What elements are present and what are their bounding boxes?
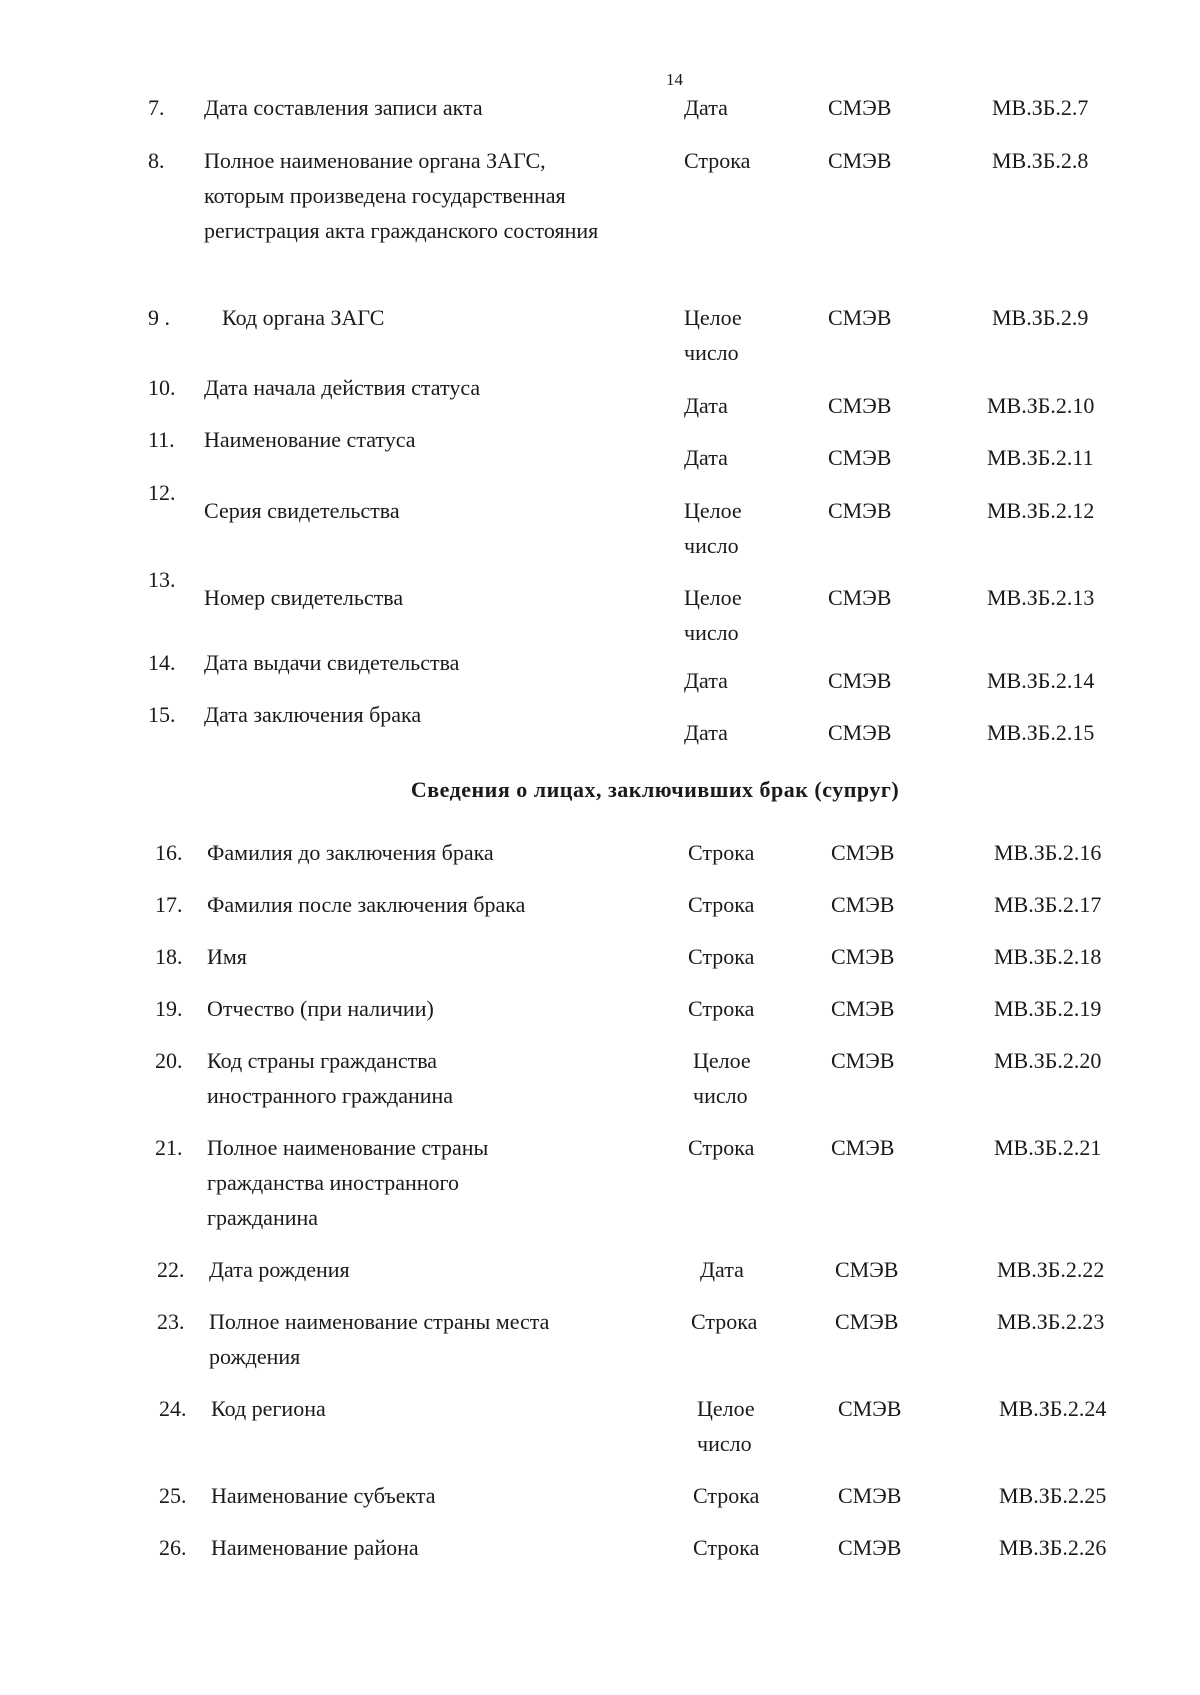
page-number: 14 (666, 70, 683, 89)
field-type: Строка (693, 1483, 760, 1508)
field-code: МВ.ЗБ.2.14 (987, 668, 1095, 693)
field-source: СМЭВ (828, 148, 892, 173)
field-code: МВ.ЗБ.2.15 (987, 720, 1095, 745)
field-code: МВ.ЗБ.2.8 (992, 148, 1089, 173)
field-source: СМЭВ (831, 996, 895, 1021)
row-number: 23. (157, 1309, 185, 1334)
field-source: СМЭВ (838, 1396, 902, 1421)
field-name: Код органа ЗАГС (222, 305, 385, 330)
field-name: Полное наименование страны места рождения (209, 1309, 550, 1369)
field-code: МВ.ЗБ.2.7 (992, 95, 1089, 120)
field-source: СМЭВ (828, 720, 892, 745)
field-type: Целое число (684, 305, 742, 365)
field-source: СМЭВ (831, 840, 895, 865)
field-name: Фамилия после заключения брака (207, 892, 526, 917)
field-code: МВ.ЗБ.2.13 (987, 585, 1095, 610)
field-type: Дата (684, 445, 728, 470)
field-source: СМЭВ (828, 445, 892, 470)
row-number: 8. (148, 148, 165, 173)
field-source: СМЭВ (831, 892, 895, 917)
row-number: 12. (148, 480, 176, 505)
field-type: Строка (688, 892, 755, 917)
row-number: 17. (155, 892, 183, 917)
row-number: 14. (148, 650, 176, 675)
row-number: 13. (148, 567, 176, 592)
field-source: СМЭВ (831, 1048, 895, 1073)
field-code: МВ.ЗБ.2.18 (994, 944, 1102, 969)
field-code: МВ.ЗБ.2.20 (994, 1048, 1102, 1073)
field-source: СМЭВ (835, 1309, 899, 1334)
row-number: 10. (148, 375, 176, 400)
field-type: Дата (684, 95, 728, 120)
row-number: 22. (157, 1257, 185, 1282)
field-type: Целое число (684, 498, 742, 558)
field-code: МВ.ЗБ.2.17 (994, 892, 1102, 917)
row-number: 15. (148, 702, 176, 727)
field-type: Строка (688, 996, 755, 1021)
field-code: МВ.ЗБ.2.19 (994, 996, 1102, 1021)
field-type: Дата (684, 668, 728, 693)
row-number: 25. (159, 1483, 187, 1508)
field-name: Дата рождения (209, 1257, 350, 1282)
field-name: Наименование статуса (204, 427, 416, 452)
row-number: 19. (155, 996, 183, 1021)
row-number: 24. (159, 1396, 187, 1421)
field-source: СМЭВ (835, 1257, 899, 1282)
row-number: 20. (155, 1048, 183, 1073)
field-type: Строка (693, 1535, 760, 1560)
row-number: 7. (148, 95, 165, 120)
field-type: Дата (700, 1257, 744, 1282)
field-name: Дата выдачи свидетельства (204, 650, 460, 675)
field-name: Полное наименование органа ЗАГС, которым произведена государственная регистрация акта гражданского состояния (204, 148, 599, 243)
field-code: МВ.ЗБ.2.10 (987, 393, 1095, 418)
field-type: Дата (684, 393, 728, 418)
field-source: СМЭВ (838, 1535, 902, 1560)
field-type: Дата (684, 720, 728, 745)
field-type: Строка (684, 148, 751, 173)
field-name: Фамилия до заключения брака (207, 840, 494, 865)
field-name: Наименование субъекта (211, 1483, 436, 1508)
field-type: Целое число (693, 1048, 751, 1108)
field-type: Строка (688, 944, 755, 969)
field-name: Дата начала действия статуса (204, 375, 481, 400)
field-type: Строка (688, 840, 755, 865)
row-number: 11. (148, 427, 175, 452)
field-source: СМЭВ (828, 498, 892, 523)
row-number: 9 . (148, 305, 170, 330)
field-source: СМЭВ (831, 1135, 895, 1160)
field-source: СМЭВ (828, 95, 892, 120)
field-source: СМЭВ (828, 668, 892, 693)
field-code: МВ.ЗБ.2.25 (999, 1483, 1107, 1508)
row-number: 21. (155, 1135, 183, 1160)
field-source: СМЭВ (828, 393, 892, 418)
row-number: 18. (155, 944, 183, 969)
field-source: СМЭВ (838, 1483, 902, 1508)
field-name: Дата составления записи акта (204, 95, 483, 120)
field-type: Целое число (697, 1396, 755, 1456)
field-name: Номер свидетельства (204, 585, 404, 610)
section-title: Сведения о лицах, заключивших брак (супруг) (410, 777, 900, 802)
field-code: МВ.ЗБ.2.26 (999, 1535, 1107, 1560)
field-code: МВ.ЗБ.2.11 (987, 445, 1094, 470)
field-code: МВ.ЗБ.2.12 (987, 498, 1095, 523)
field-type: Строка (688, 1135, 755, 1160)
field-code: МВ.ЗБ.2.21 (994, 1135, 1102, 1160)
field-code: МВ.ЗБ.2.9 (992, 305, 1089, 330)
row-number: 16. (155, 840, 183, 865)
field-type: Целое число (684, 585, 742, 645)
field-name: Код региона (211, 1396, 326, 1421)
field-name: Код страны гражданства иностранного гражданина (207, 1048, 454, 1108)
field-name: Отчество (при наличии) (207, 996, 434, 1021)
field-source: СМЭВ (828, 585, 892, 610)
field-name: Наименование района (211, 1535, 419, 1560)
row-number: 26. (159, 1535, 187, 1560)
field-name: Имя (207, 944, 247, 969)
field-name: Дата заключения брака (204, 702, 422, 727)
field-code: МВ.ЗБ.2.23 (997, 1309, 1105, 1334)
field-code: МВ.ЗБ.2.22 (997, 1257, 1105, 1282)
field-code: МВ.ЗБ.2.16 (994, 840, 1102, 865)
field-source: СМЭВ (831, 944, 895, 969)
field-source: СМЭВ (828, 305, 892, 330)
field-name: Серия свидетельства (204, 498, 400, 523)
field-code: МВ.ЗБ.2.24 (999, 1396, 1107, 1421)
field-name: Полное наименование страны гражданства иностранного гражданина (207, 1135, 489, 1230)
field-type: Строка (691, 1309, 758, 1334)
